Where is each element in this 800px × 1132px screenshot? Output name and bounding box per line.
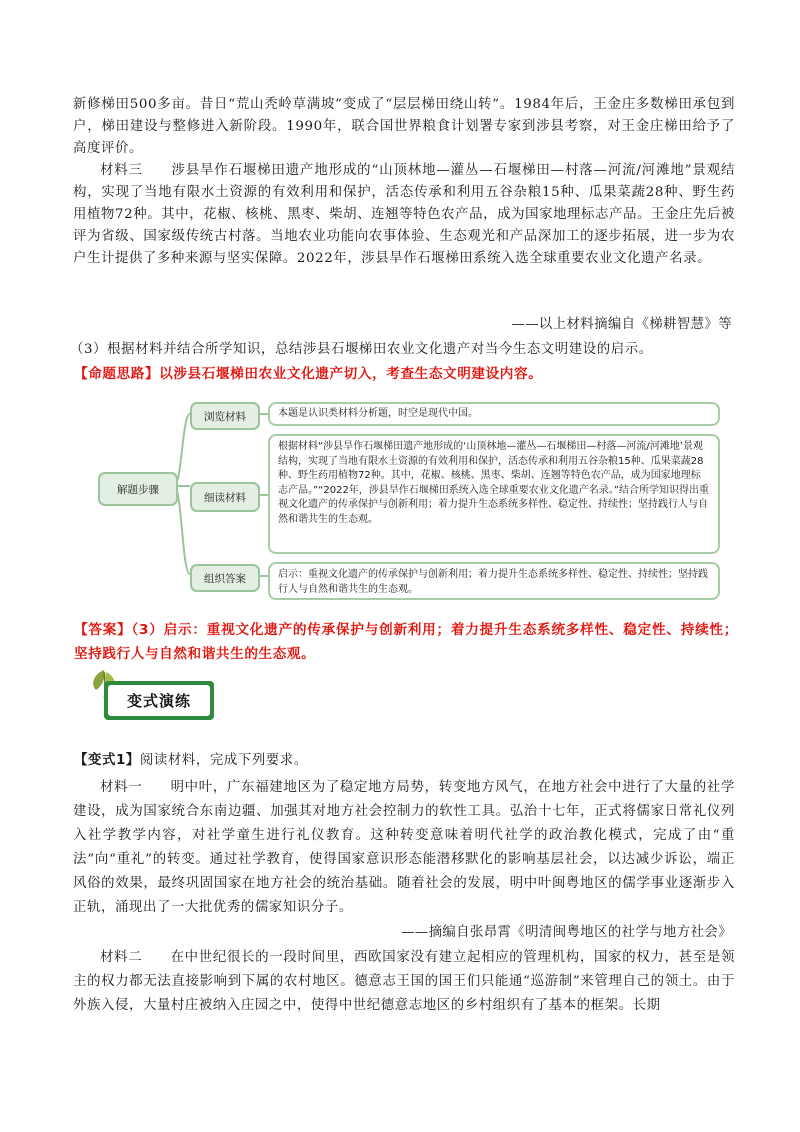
step-label-read: 细读材料 [204,491,246,504]
step-label-browse: 浏览材料 [204,410,246,423]
answer-tag: 【答案】 [74,622,132,638]
question-idea: 【命题思路】以涉县石堰梯田农业文化遗产切入，考查生态文明建设内容。 [74,366,543,382]
step-text-read: 根据材料“涉县旱作石堰梯田遗产地形成的‘山顶林地—灌丛—石堰梯田—村落—河流/河滩地’景观结构，实现了当地有限水土资源的有效利用和保护，活态传承和利用五谷杂粮15种、瓜果菜蔬28种、野生药用植物72种。其中，花椒、核桃、黑枣、柴胡、连翘等特色农产品，成为国家地理标志产品。”“2022年，涉县旱作石堰梯田系统入选全球重要农业文化遗产名录。”结合所学知识得出重视文化遗产的传承保护与创新利用；着力提升生态系统多样性、稳定性、持续性；坚持践行人与自然和谐共生的生态观。 [278,441,709,525]
variant-tag: 【变式1】 [74,753,140,768]
variant-source: ——摘编自张昂霄《明清闽粤地区的社学与地方社会》 [401,925,732,940]
material-three-paragraph: 材料三 涉县旱作石堰梯田遗产地形成的“山顶林地—灌丛—石堰梯田—村落—河流/河滩地”景观结构，实现了当地有限水土资源的有效利用和保护，活态传承和利用五谷杂粮15种、瓜果菜蔬28种、野生药用植物72种。其中，花椒、核桃、黑枣、柴胡、连翘等特色农产品，成为国家地理标志产品。王金庄先后被评为省级、国家级传统古村落。当地农业功能向农事体验、生态观光和产品深加工的逐步拓展，进一步为农户生计提供了多种来源与坚实保障。2022年，涉县旱作石堰梯田系统入选全球重要农业文化遗产名录。 [73,163,735,266]
step-content-browse [268,402,720,426]
section-banner [104,681,214,720]
variant-material-two: 材料二 在中世纪很长的一段时间里，西欧国家没有建立起相应的管理机构，国家的权力，甚至是领主的权力都无法直接影响到下属的农村地区。德意志王国的国王们只能通“巡游制”来管理自己的领土。由于外族入侵，大量村庄被纳入庄园之中，使得中世纪德意志地区的乡村组织有了基本的框架。长期 [73,950,735,1013]
variant-prompt: 阅读材料，完成下列要求。 [139,753,308,768]
step-content-read [268,434,720,554]
diagram-root-label: 解题步骤 [117,483,159,496]
answer-block [74,618,738,666]
solution-steps-diagram [90,398,720,603]
banner-title: 变式演练 [126,692,191,710]
step-node-browse [190,402,260,430]
step-node-read [190,482,260,512]
answer-text: （3）启示：重视文化遗产的传承保护与创新利用；着力提升生态系统多样性、稳定性、持续性；坚持践行人与自然和谐共生的生态观。 [74,622,738,662]
step-content-organize [268,562,720,600]
step-text-browse: 本题是认识类材料分析题，时空是现代中国。 [278,408,478,419]
question-three: （3）根据材料并结合所学知识，总结涉县石堰梯田农业文化遗产对当今生态文明建设的启示。 [70,342,653,357]
variant-header [74,750,736,772]
step-text-organize: 启示：重视文化遗产的传承保护与创新利用；着力提升生态系统多样性、稳定性、持续性；坚持践行人与自然和谐共生的生态观。 [278,569,708,595]
banner-inner [108,685,210,716]
variant-material-one: 材料一 明中叶，广东福建地区为了稳定地方局势，转变地方风气，在地方社会中进行了大量的社学建设，成为国家统合东南边疆、加强其对地方社会控制力的软性工具。弘治十七年，正式将儒家日常礼仪列入社学教学内容，对社学童生进行礼仪教育。这种转变意味着明代社学的政治教化模式，完成了由“重法”向“重礼”的转变。通过社学教育，使得国家意识形态能潜移默化的影响基层社会，以达减少诉讼，端正风俗的效果，最终巩固国家在地方社会的统治基础。随着社会的发展，明中叶闽粤地区的儒学事业逐渐步入正轨，涌现出了一大批优秀的儒家知识分子。 [73,780,735,915]
source-citation: ——以上材料摘编自《梯耕智慧》等 [511,317,732,332]
step-node-organize [190,564,260,592]
diagram-root-node [98,472,178,506]
step-label-organize: 组织答案 [204,572,246,585]
paragraph-continuation: 新修梯田500多亩。昔日“荒山秃岭草满坡”变成了“层层梯田绕山转”。1984年后，王金庄多数梯田承包到户，梯田建设与整修进入新阶段。1990年，联合国世界粮食计划署专家到涉县考察，对王金庄梯田给予了高度评价。 [73,97,735,156]
